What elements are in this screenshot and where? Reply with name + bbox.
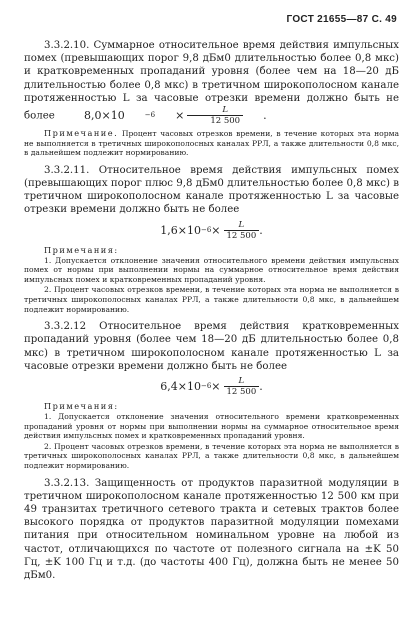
note: Примечание. Процент часовых отрезков времени, в течение которых эта норма не выполняется в третичных широкополосных каналах РРЛ, а также длительности 0,8 мкс, в дальнейшем подлежит нормированию.: [24, 128, 399, 158]
section-text: 3.3.2.11. Относительное время действия импульсных помех (превышающих порог плюс 9,8 дБм0 длительностью более 0,8 мкс) в третичном широкополосном канале протяженностью L за часовые отрезки времени должно быть не более: [24, 164, 399, 216]
section-3-3-2-13: [24, 477, 399, 583]
note-item: 2. Процент часовых отрезков времени, в течение которых эта норма не выполняется в третичных широкополосных каналах РРЛ, а также длительности 0,8 мкс, в дальнейшем подлежит нормированию.: [24, 441, 399, 470]
section-3-3-2-10: [24, 39, 399, 158]
section-3-3-2-11: [24, 164, 399, 314]
note-item: 1. Допускается отклонение значения относительного времени кратковременных пропаданий уровня от нормы при выполнении нормы на суммарное относительное время действия импульсных помех и кратковременных пропаданий уровня.: [24, 411, 399, 441]
notes-title: Примечания:: [44, 400, 119, 411]
note-item: 1. Допускается отклонение значения относительного времени действия импульсных помех от нормы при выполнении нормы на суммарное относительное время действия импульсных помех и кратковременных пропаданий уровня.: [24, 255, 399, 284]
page-header: ГОСТ 21655—87 С. 49: [286, 14, 397, 25]
fraction: $\frac{L}{12 500}$: [224, 376, 260, 397]
fraction: $\frac{L}{12 500}$: [187, 105, 243, 126]
formula: 1,6×10 −6 × $\frac{L}{12 500}$ .: [160, 219, 263, 241]
section-3-3-2-12: [24, 320, 399, 470]
section-text: 3.3.2.10. Суммарное относительное время действия импульсных помех (превышающих порог 9,8 дБм0 длительностью более 0,8 мкс) и кратковременных пропаданий уровня (более чем на 18—20 дБ длительностью более 0,8 мкс) в третичном широкополосном канале протяженностью L за часовые отрезки времени должно быть не более 8,0×10 −6 × $\frac{L}{12 500}$ .: [24, 40, 399, 127]
note-item: 2. Процент часовых отрезков времени, в течение которых эта норма не выполняется в третичных широкополосных каналах РРЛ, а также длительности 0,8 мкс, в дальнейшем подлежит нормированию.: [24, 285, 399, 314]
notes-title: Примечания:: [44, 244, 119, 255]
section-text: 3.3.2.13. Защищенность от продуктов паразитной модуляции в третичном широкополосном канале протяженностью 12 500 км при 49 транзитах третичного сетевого тракта и сетевых трактов более высокого порядка от продуктов паразитной модуляции помехами питания при относительном номинальном уровне на любой из частот, отличающихся по частоте от полезного сигнала на ±K 50 Гц, ±K 100 Гц и т.д. (до частоты 400 Гц), должна быть не менее 50 дБм0.: [24, 477, 399, 581]
formula: 8,0×10 −6 × $\frac{L}{12 500}$ .: [84, 105, 267, 127]
formula: 6,4×10 −6 × $\frac{L}{12 500}$ .: [160, 375, 263, 397]
fraction: $\frac{L}{12 500}$: [224, 220, 260, 241]
section-text: 3.3.2.12 Относительное время действия кратковременных пропаданий уровня (более чем 18—20 дБ длительностью более 0,8 мкс) в третичном широкополосном канале протяженностью L за часовые отрезки времени должно быть не более: [24, 321, 399, 372]
